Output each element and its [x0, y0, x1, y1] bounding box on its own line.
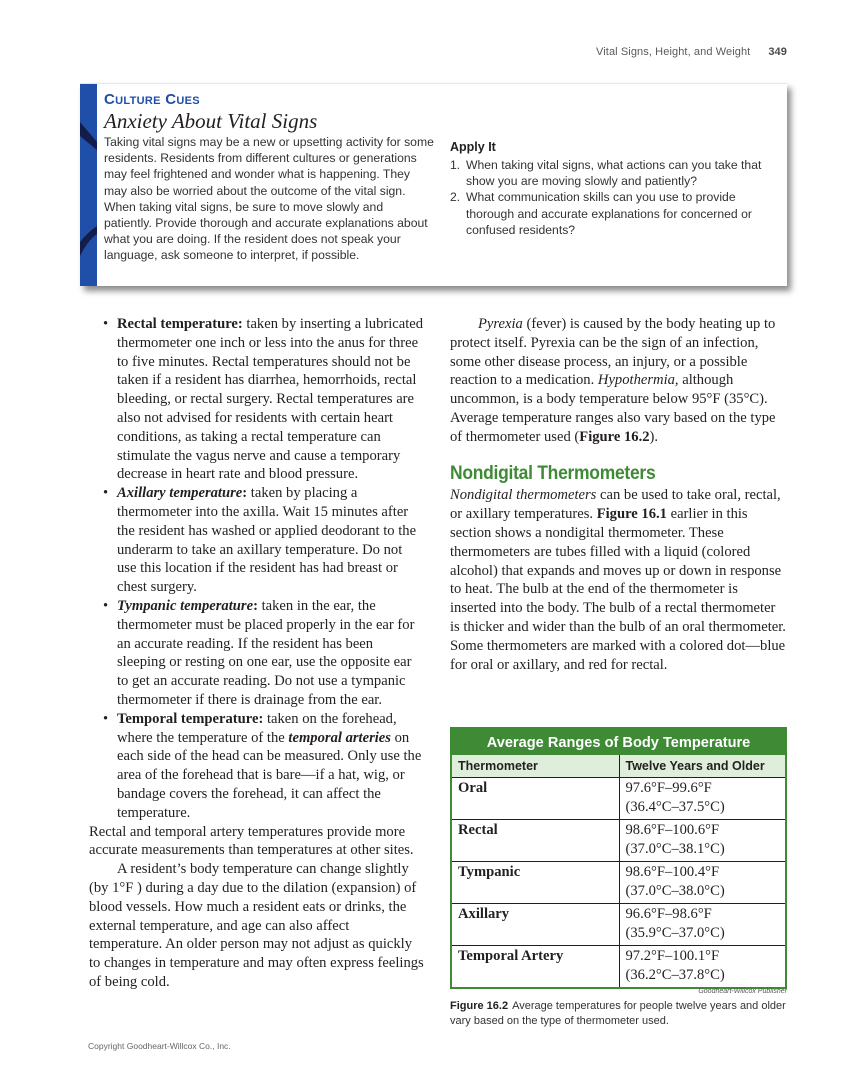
table-title: Average Ranges of Body Temperature [486, 734, 751, 751]
culture-cues-main [104, 91, 434, 264]
copyright-footer: Copyright Goodheart-Willcox Co., Inc. [88, 1041, 231, 1051]
table-row [451, 903, 786, 945]
temperature-ranges-table [450, 727, 787, 989]
culture-cues-body: Taking vital signs may be a new or upsetting activity for some residents. Residents from different cultures or generations may feel frightened and wonder what is happening. They may also be worried about the outcome of the vital sign. When taking vital signs, be sure to move slowly and patiently. Provide thorough and accurate explanations about what you are doing. If the resident does not speak your language, ask someone to interpret, if possible. [104, 135, 434, 263]
cell-range: 96.6°F–98.6°F (35.9°C–37.0°C) [619, 903, 786, 945]
apply-it-title: Apply It [450, 140, 496, 154]
table-header-row [451, 755, 786, 777]
culture-cues-box [80, 83, 787, 286]
cell-site: Oral [451, 777, 619, 819]
section-heading-nondigital: Nondigital Thermometers [450, 462, 656, 484]
culture-cues-kicker: Culture Cues [104, 91, 200, 108]
table-row [451, 861, 786, 903]
list-item-tympanic: • Tympanic temperature: taken in the ear, the thermometer must be placed properly in the ear for an accurate reading. If the resident has been sleeping or resting on one ear, use the opposite ear to get an accurate reading. Do not use a tympanic thermometer if there is drainage from the ear. [103, 597, 415, 708]
figure-caption [450, 999, 787, 1029]
culture-cues-title: Anxiety About Vital Signs [104, 109, 318, 133]
bullet-icon: • [103, 597, 109, 614]
apply-it-item: 1. When taking vital signs, what actions can you take that show you are moving slowly and patiently? [450, 158, 762, 189]
decorative-swoosh-icon [80, 84, 97, 286]
cell-site: Tympanic [451, 861, 619, 903]
table-row [451, 819, 786, 861]
figure-caption-text: Average temperatures for people twelve years and older vary based on the type of thermometer used. [450, 1000, 786, 1027]
apply-it-section [450, 140, 770, 238]
cell-range: 98.6°F–100.4°F (37.0°C–38.0°C) [619, 861, 786, 903]
cell-site: Rectal [451, 819, 619, 861]
bullet-icon: • [103, 316, 109, 332]
cell-site: Axillary [451, 903, 619, 945]
paragraph-pyrexia: Pyrexia (fever) is caused by the body heating up to protect itself. Pyrexia can be the sign of an infection, some other disease process, an injury, or a possible reaction to a medication. Hypothermia, although uncommon, is a body temperature below 95°F (35°C). Average temperature ranges also vary based on the type of thermometer used (Figure 16.2). [450, 316, 776, 445]
table-row [451, 777, 786, 819]
table-title-row [451, 728, 786, 755]
column-header-thermometer: Thermometer [451, 755, 619, 777]
culture-cues-stripe [80, 84, 97, 286]
paragraph-nondigital: Nondigital thermometers can be used to take oral, rectal, or axillary temperatures. Figure 16.1 earlier in this section shows a nondigital thermometer. These thermometers are tubes filled with a liquid (colored alcohol) that expands and moves up or down in response to heat. The bulb at the end of the thermometer is inserted into the body. The bulb of a rectal thermometer is thicker and wider than the bulb of an oral thermometer. Some thermometers are marked with a colored dot—blue for oral or axillary, and red for rectal. [450, 487, 786, 673]
bullet-icon: • [103, 710, 109, 727]
page-number: 349 [768, 46, 787, 58]
right-column [450, 315, 786, 674]
table-credit: Goodheart-Willcox Publisher [698, 988, 787, 995]
list-item-axillary: • Axillary temperature: taken by placing a thermometer into the axilla. Wait 15 minutes after the resident has washed or applied deodorant to the underarm to take an axillary temperature. Do not use this location if the resident has had breast or chest surgery. [103, 485, 417, 596]
figure-label: Figure 16.2 [450, 1000, 509, 1012]
left-column [89, 315, 425, 992]
list-item-rectal: • Rectal temperature: taken by inserting a lubricated thermometer one inch or less into the anus for three to five minutes. Rectal temperatures should not be taken if a resident has diarrhea, hemorrhoids, rectal bleeding, or rectal surgery. Rectal temperatures are also not advised for residents with certain heart conditions, as taking a rectal temperature can stimulate the vagus nerve and cause a temporary decrease in heart rate and blood pressure. [103, 316, 424, 483]
list-item-temporal: • Temporal temperature: taken on the forehead, where the temperature of the temporal arteries on each side of the head can be measured. Only use the area of the forehead that is bare—if a hat, wig, or bandage covers the forehead, it can affect the temperature. [103, 710, 422, 821]
figure-ref-16-2: Figure 16.2 [579, 428, 650, 445]
paragraph-temperature-change: A resident’s body temperature can change slightly (by 1°F ) during a day due to the dilation (expansion) of blood vessels. How much a resident eats or drinks, the external temperature, and age can also affect temperature. An older person may not adjust as quickly to changes in temperature and may often express feelings of being cold. [89, 861, 424, 990]
apply-it-item: 2. What communication skills can you use to provide thorough and accurate explanations for concerned or confused residents? [450, 190, 752, 237]
cell-range: 97.6°F–99.6°F (36.4°C–37.5°C) [619, 777, 786, 819]
cell-range: 98.6°F–100.6°F (37.0°C–38.1°C) [619, 819, 786, 861]
apply-it-list [450, 157, 770, 238]
cell-range: 97.2°F–100.1°F (36.2°C–37.8°C) [619, 945, 786, 988]
figure-ref-16-1: Figure 16.1 [596, 506, 667, 523]
bullet-icon: • [103, 485, 109, 502]
running-head [596, 46, 787, 58]
paragraph-accuracy: Rectal and temporal artery temperatures provide more accurate measurements than temperatures at other sites. [89, 823, 414, 859]
running-title: Vital Signs, Height, and Weight [596, 46, 751, 58]
temperature-site-list [89, 315, 425, 823]
table-row [451, 945, 786, 988]
column-header-age: Twelve Years and Older [619, 755, 786, 777]
cell-site: Temporal Artery [451, 945, 619, 988]
